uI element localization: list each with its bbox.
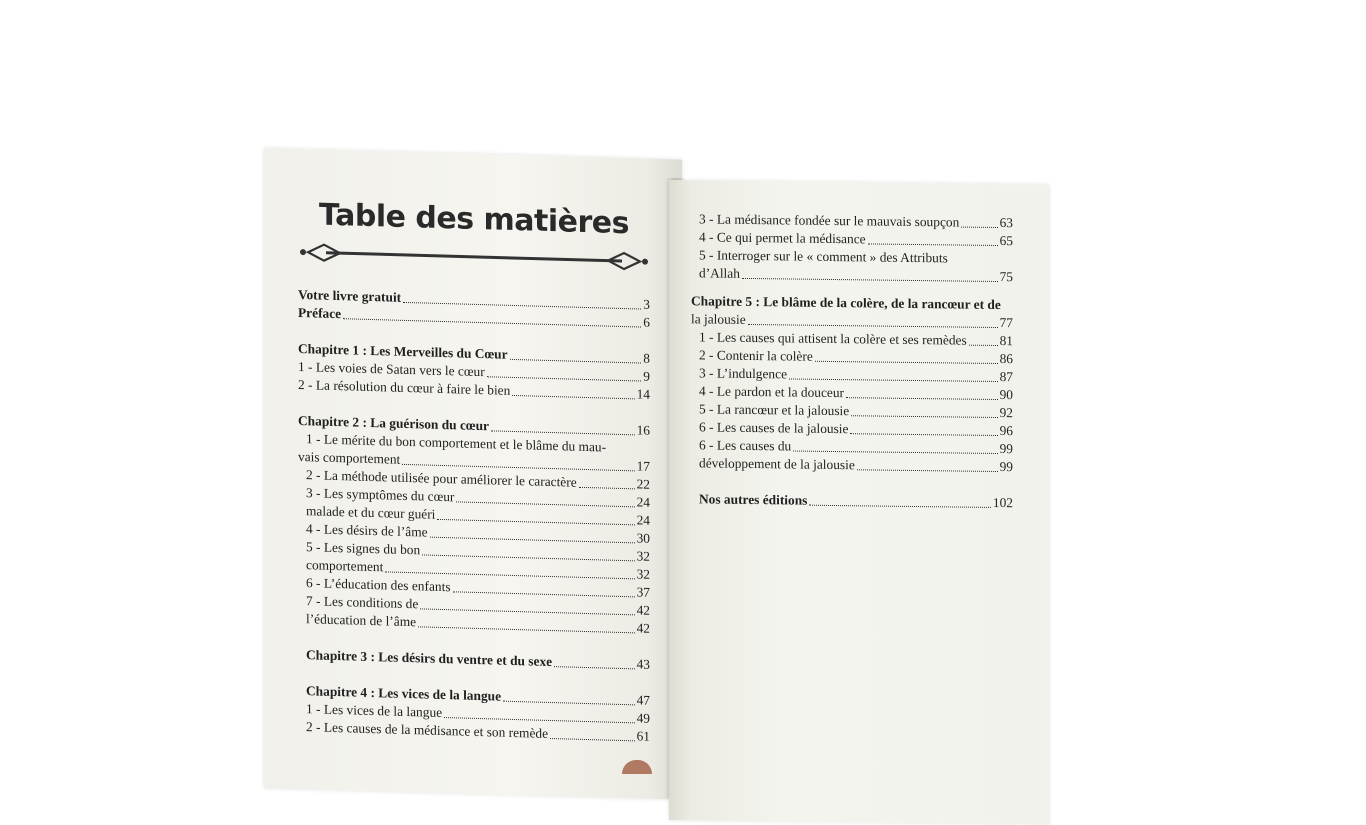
toc-entry: 3 - Les symptômes du cœur 24 — [306, 485, 650, 510]
open-book — [264, 148, 1049, 788]
toc-entry-line: 5 - Interroger sur le « comment » des Attributs — [699, 247, 948, 266]
toc-entry: Votre livre gratuit 3 — [298, 286, 650, 312]
toc-entry: 1 - Les voies de Satan vers le cœur 9 — [298, 358, 650, 384]
toc-entry: Préface 6 — [298, 304, 650, 330]
toc-entry: 3 - L’indulgence 87 — [699, 365, 1013, 385]
toc-chapter: Nos autres éditions 102 — [699, 491, 1013, 511]
toc-entry: développement de la jalousie 99 — [699, 455, 1013, 475]
toc-entry: 7 - Les conditions de 42 — [306, 593, 650, 618]
toc-entry: 6 - Les causes du 99 — [699, 437, 1013, 457]
toc-entry: 5 - La rancœur et la jalousie 92 — [699, 401, 1013, 421]
toc-entry: 4 - Les désirs de l’âme 30 — [306, 521, 650, 546]
ornament-divider-icon — [298, 240, 650, 274]
toc-entry: 2 - Contenir la colère 86 — [699, 347, 1013, 367]
toc-entry: vais comportement 17 — [298, 448, 650, 474]
toc-entry: 1 - Les vices de la langue 49 — [306, 701, 650, 726]
toc-entry: malade et du cœur guéri 24 — [306, 503, 650, 528]
toc-entry: 6 - Les causes de la jalousie 96 — [699, 419, 1013, 439]
toc-entry: 2 - La méthode utilisée pour améliorer le caractère 22 — [306, 467, 650, 492]
toc-chapter: Chapitre 1 : Les Merveilles du Cœur 8 — [298, 340, 650, 366]
left-page — [264, 148, 682, 800]
toc-entry: comportement 32 — [306, 557, 650, 582]
toc-entry: 2 - La résolution du cœur à faire le bien 14 — [298, 376, 650, 402]
toc-entry: 6 - L’éducation des enfants 37 — [306, 575, 650, 600]
toc-entry: d’Allah 75 — [699, 265, 1013, 285]
toc-entry: 1 - Les causes qui attisent la colère et ses remèdes 81 — [699, 329, 1013, 349]
toc-chapter-line: Chapitre 5 : Le blâme de la colère, de la rancœur et de — [691, 293, 1001, 313]
toc-entry: 2 - Les causes de la médisance et son remède 61 — [306, 719, 650, 744]
toc-chapter: Chapitre 2 : La guérison du cœur 16 — [298, 412, 650, 438]
right-page — [669, 180, 1049, 825]
toc-chapter: Chapitre 3 : Les désirs du ventre et du sexe 43 — [306, 647, 650, 672]
toc-entry: 4 - Le pardon et la douceur 90 — [699, 383, 1013, 403]
toc-chapter: Chapitre 4 : Les vices de la langue 47 — [306, 683, 650, 708]
toc-entry: 4 - Ce qui permet la médisance 65 — [699, 229, 1013, 249]
toc-entry: 3 - La médisance fondée sur le mauvais soupçon 63 — [699, 211, 1013, 231]
toc-entry-line: 1 - Le mérite du bon comportement et le blâme du mau- — [306, 431, 607, 455]
toc-title: Table des matières — [319, 197, 629, 242]
toc-entry: l’éducation de l’âme 42 — [306, 611, 650, 636]
toc-chapter: la jalousie 77 — [691, 311, 1013, 331]
toc-entry: 5 - Les signes du bon 32 — [306, 539, 650, 564]
